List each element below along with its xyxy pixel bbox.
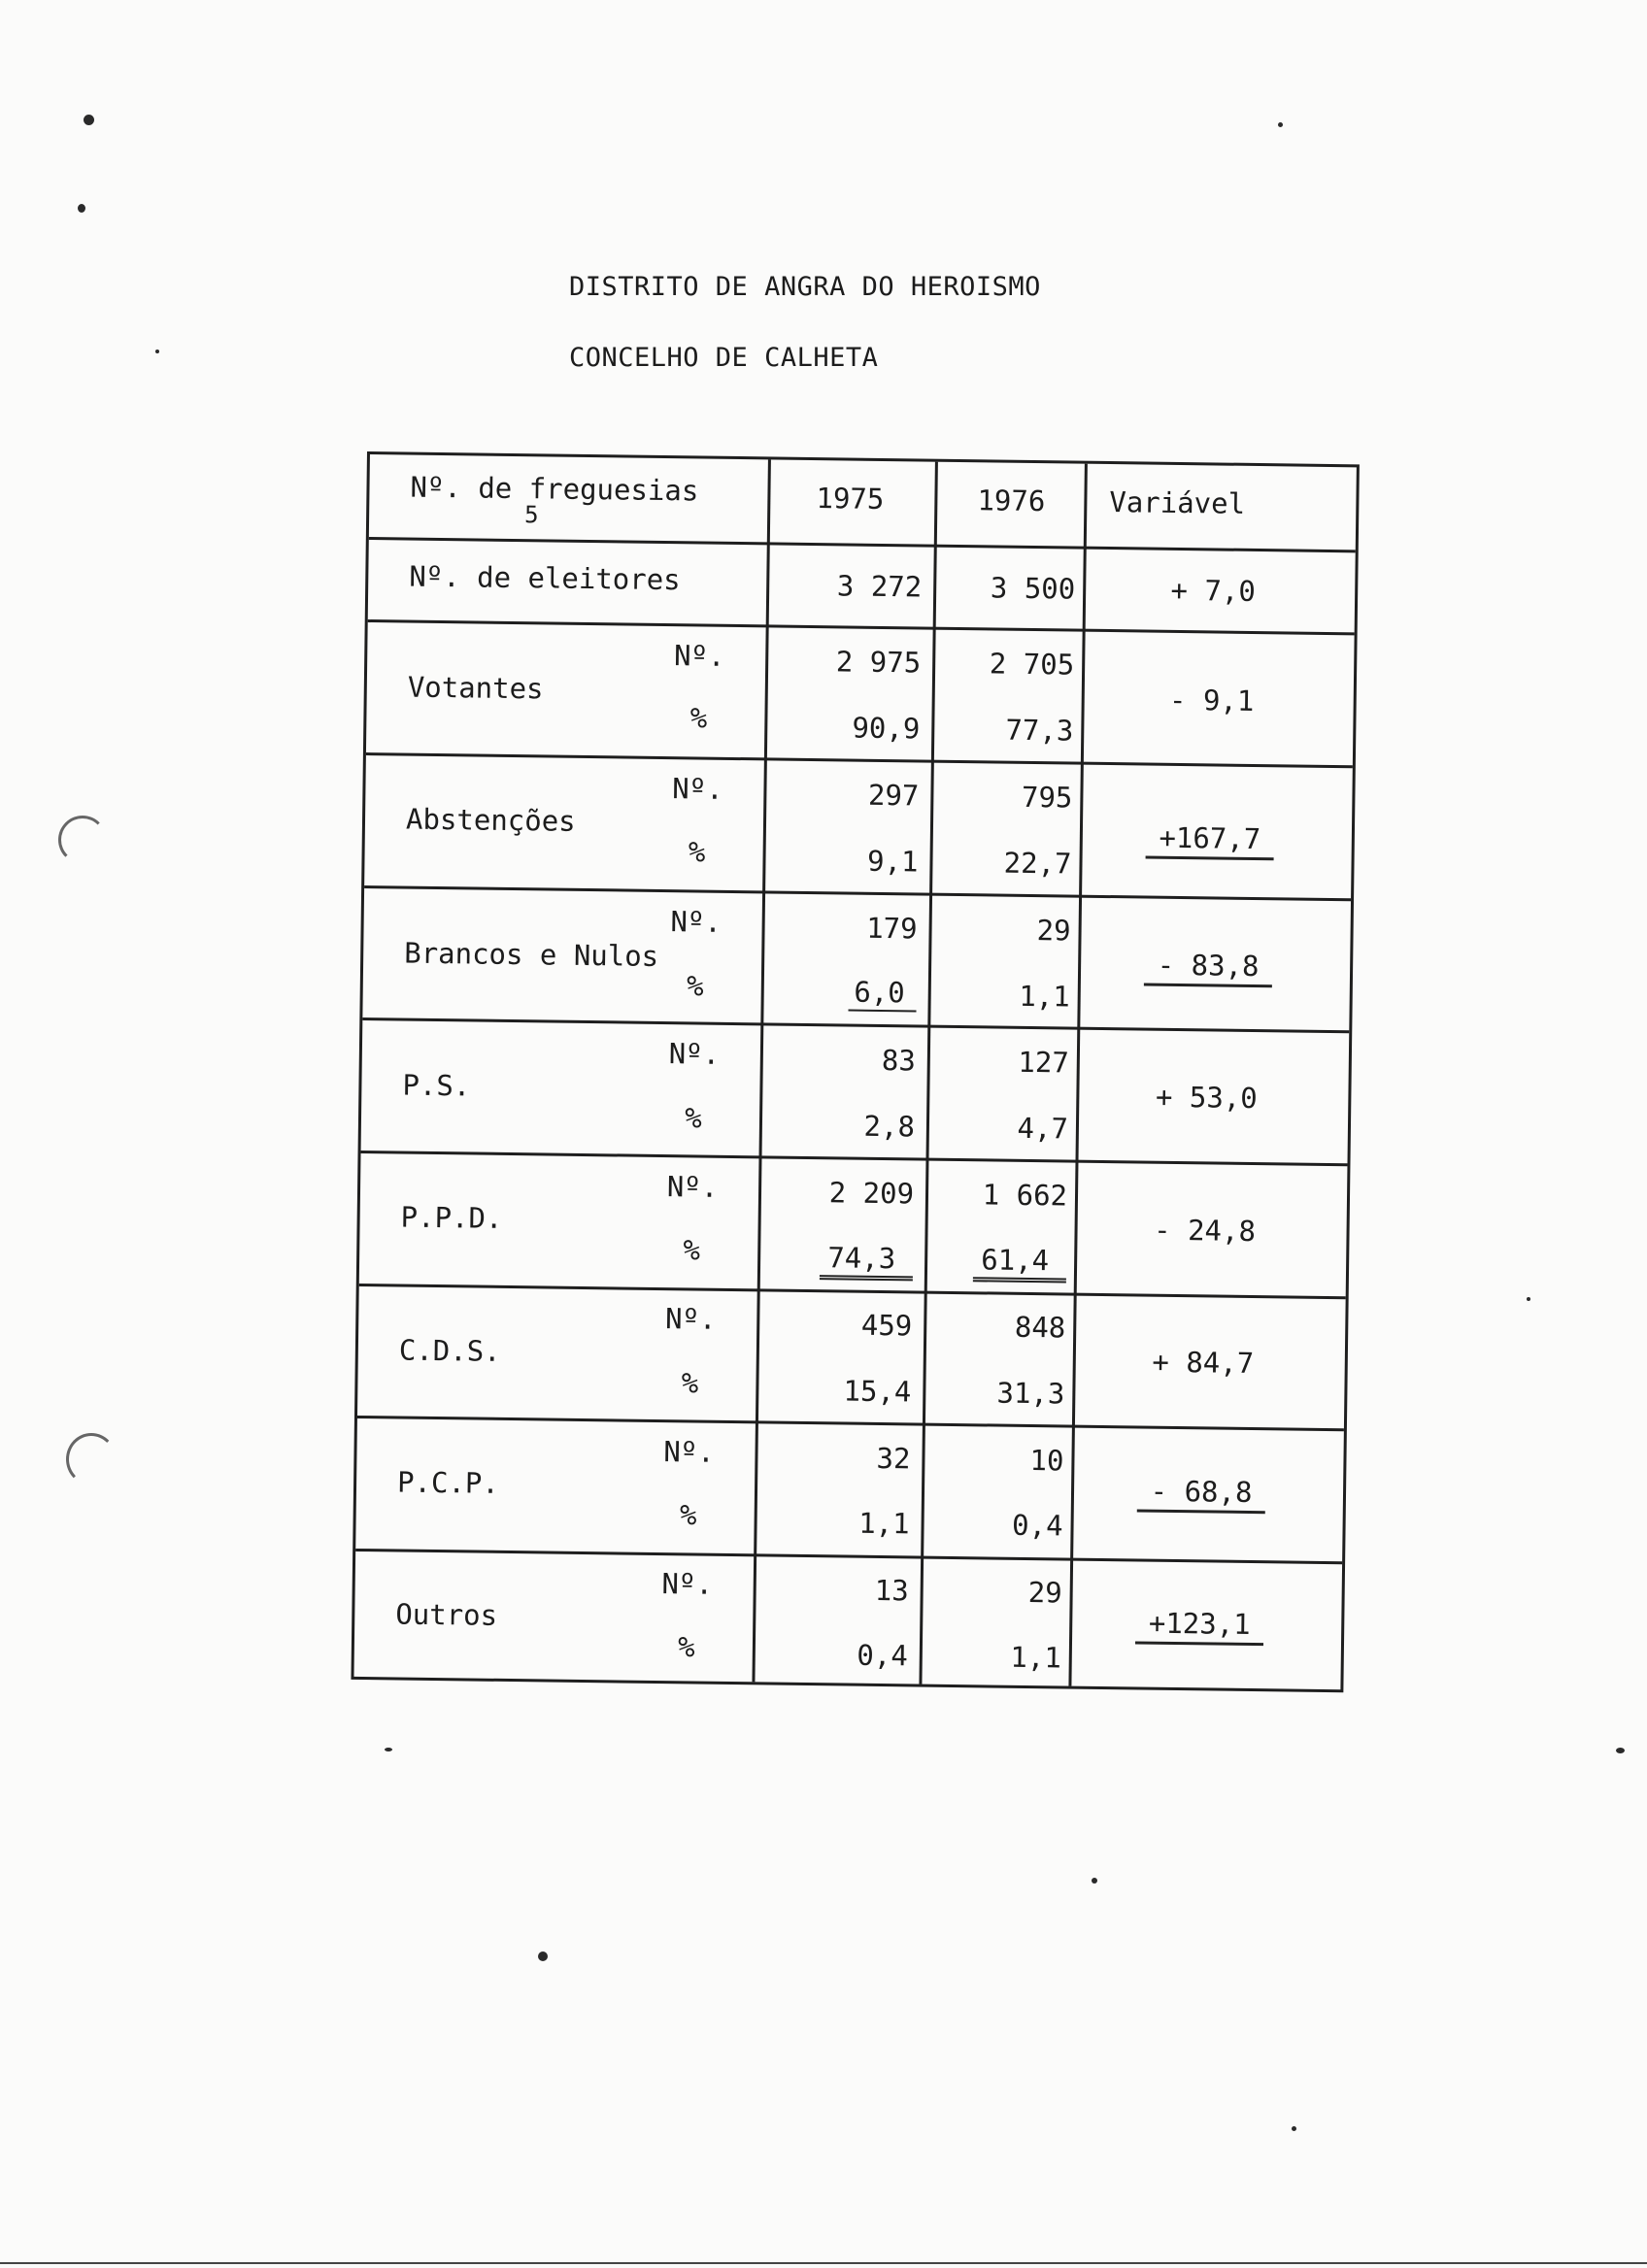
punch-hole-mark xyxy=(66,1433,117,1485)
election-table xyxy=(351,451,1359,1692)
row-rule xyxy=(359,1284,1346,1299)
count-marker: Nº. xyxy=(672,772,723,806)
ppd-percent-1975 xyxy=(767,1240,913,1275)
column-rule xyxy=(752,459,770,1682)
cds-percent-1975: 15,4 xyxy=(843,1374,912,1409)
row-label-pcp: P.C.P. xyxy=(396,1465,500,1500)
count-marker: Nº. xyxy=(661,1567,714,1601)
scan-speck xyxy=(84,115,94,125)
row-rule xyxy=(362,1017,1349,1033)
cds-variation: + 84,7 xyxy=(1152,1345,1255,1381)
ppd-percent-1976 xyxy=(940,1243,1066,1278)
brancos-percent-1975 xyxy=(771,974,917,1009)
ps-percent-1976: 4,7 xyxy=(1017,1111,1069,1146)
ppd-percent-1976-value: 61,4 xyxy=(973,1243,1066,1283)
ps-percent-1975: 2,8 xyxy=(863,1109,916,1144)
count-marker: Nº. xyxy=(663,1435,715,1469)
header-year-1976: 1976 xyxy=(977,484,1046,518)
pcp-variation xyxy=(1094,1474,1308,1515)
ps-count-1976: 127 xyxy=(1018,1045,1070,1080)
ppd-variation: - 24,8 xyxy=(1153,1213,1257,1249)
abstencoes-count-1975: 297 xyxy=(867,778,920,813)
votantes-count-1975: 2 975 xyxy=(835,645,922,680)
abstencoes-variation xyxy=(1103,820,1317,861)
scan-speck xyxy=(1292,2126,1296,2131)
row-label-votantes: Votantes xyxy=(407,670,544,706)
percent-marker: % xyxy=(686,969,704,1003)
row-label-abstencoes: Abstenções xyxy=(405,802,576,838)
row-label-ps: P.S. xyxy=(402,1068,471,1103)
pcp-count-1975: 32 xyxy=(876,1441,911,1476)
municipality-title: CONCELHO DE CALHETA xyxy=(569,343,879,373)
brancos-percent-1975-value: 6,0 xyxy=(848,976,917,1013)
outros-variation xyxy=(1092,1606,1306,1647)
row-label-brancos-nulos: Brancos e Nulos xyxy=(404,936,659,973)
percent-marker: % xyxy=(688,835,706,869)
header-variation: Variável xyxy=(1109,485,1246,520)
scan-speck xyxy=(1092,1878,1097,1884)
votantes-percent-1976: 77,3 xyxy=(1005,713,1074,748)
scan-speck xyxy=(538,1951,548,1961)
row-rule xyxy=(361,1151,1348,1166)
row-label-ppd: P.P.D. xyxy=(400,1200,503,1235)
column-rule xyxy=(1068,464,1087,1686)
ps-count-1975: 83 xyxy=(881,1043,917,1078)
row-rule xyxy=(368,619,1355,635)
votantes-variation: - 9,1 xyxy=(1168,683,1255,717)
scan-speck xyxy=(1278,122,1283,127)
outros-percent-1976: 1,1 xyxy=(1010,1640,1062,1675)
count-marker: Nº. xyxy=(673,639,725,673)
percent-marker: % xyxy=(681,1366,699,1400)
percent-marker: % xyxy=(679,1498,697,1532)
ppd-percent-1975-value: 74,3 xyxy=(820,1241,913,1281)
electors-1975: 3 272 xyxy=(836,569,923,604)
cds-count-1975: 459 xyxy=(860,1308,913,1343)
outros-count-1975: 13 xyxy=(874,1573,909,1608)
abstencoes-percent-1975: 9,1 xyxy=(866,844,919,879)
outros-count-1976: 29 xyxy=(1027,1576,1062,1610)
ppd-count-1975: 2 209 xyxy=(828,1176,915,1211)
row-label-outros: Outros xyxy=(395,1597,498,1632)
votantes-count-1976: 2 705 xyxy=(989,647,1075,682)
row-rule xyxy=(369,537,1356,552)
electors-variation: + 7,0 xyxy=(1170,573,1257,608)
scan-speck xyxy=(1527,1297,1530,1301)
district-title: DISTRITO DE ANGRA DO HEROISMO xyxy=(569,272,1041,302)
percent-marker: % xyxy=(689,701,708,735)
brancos-variation-value: - 83,8 xyxy=(1143,949,1272,988)
header-year-1975: 1975 xyxy=(816,482,885,516)
scan-speck xyxy=(155,350,159,353)
pcp-count-1976: 10 xyxy=(1029,1444,1064,1478)
pcp-percent-1975: 1,1 xyxy=(857,1506,910,1541)
ppd-count-1976: 1 662 xyxy=(982,1178,1068,1213)
scan-speck xyxy=(78,204,85,213)
row-rule xyxy=(355,1549,1342,1564)
electors-1976: 3 500 xyxy=(990,571,1076,606)
brancos-percent-1976: 1,1 xyxy=(1019,979,1070,1014)
row-label-cds: C.D.S. xyxy=(398,1333,501,1368)
punch-hole-mark xyxy=(58,816,107,864)
pcp-variation-value: - 68,8 xyxy=(1136,1474,1265,1514)
scan-speck xyxy=(385,1748,392,1751)
count-marker: Nº. xyxy=(670,905,723,939)
count-marker: Nº. xyxy=(664,1302,717,1336)
outros-variation-value: +123,1 xyxy=(1135,1606,1264,1646)
row-rule xyxy=(366,752,1353,768)
count-marker: Nº. xyxy=(666,1170,719,1204)
ps-variation: + 53,0 xyxy=(1155,1080,1258,1116)
abstencoes-variation-value: +167,7 xyxy=(1145,821,1274,861)
percent-marker: % xyxy=(677,1630,695,1664)
votantes-percent-1975: 90,9 xyxy=(852,711,921,746)
brancos-count-1975: 179 xyxy=(866,911,918,946)
cds-percent-1976: 31,3 xyxy=(996,1376,1065,1411)
percent-marker: % xyxy=(683,1233,701,1267)
cds-count-1976: 848 xyxy=(1014,1310,1066,1345)
outros-percent-1975: 0,4 xyxy=(857,1638,909,1673)
scan-speck xyxy=(1616,1748,1625,1753)
parishes-count: 5 xyxy=(523,501,539,529)
page-edge-line xyxy=(0,2262,1647,2264)
abstencoes-percent-1976: 22,7 xyxy=(1003,846,1072,881)
brancos-variation xyxy=(1101,948,1315,988)
pcp-percent-1976: 0,4 xyxy=(1011,1508,1063,1543)
count-marker: Nº. xyxy=(668,1037,721,1071)
abstencoes-count-1976: 795 xyxy=(1021,780,1073,815)
brancos-count-1976: 29 xyxy=(1036,914,1071,948)
column-rule xyxy=(919,462,937,1684)
row-rule xyxy=(357,1416,1344,1431)
percent-marker: % xyxy=(685,1101,702,1135)
row-rule xyxy=(364,885,1351,901)
parishes-label: Nº. de freguesias xyxy=(410,470,699,508)
electors-label: Nº. de eleitores xyxy=(409,559,681,597)
